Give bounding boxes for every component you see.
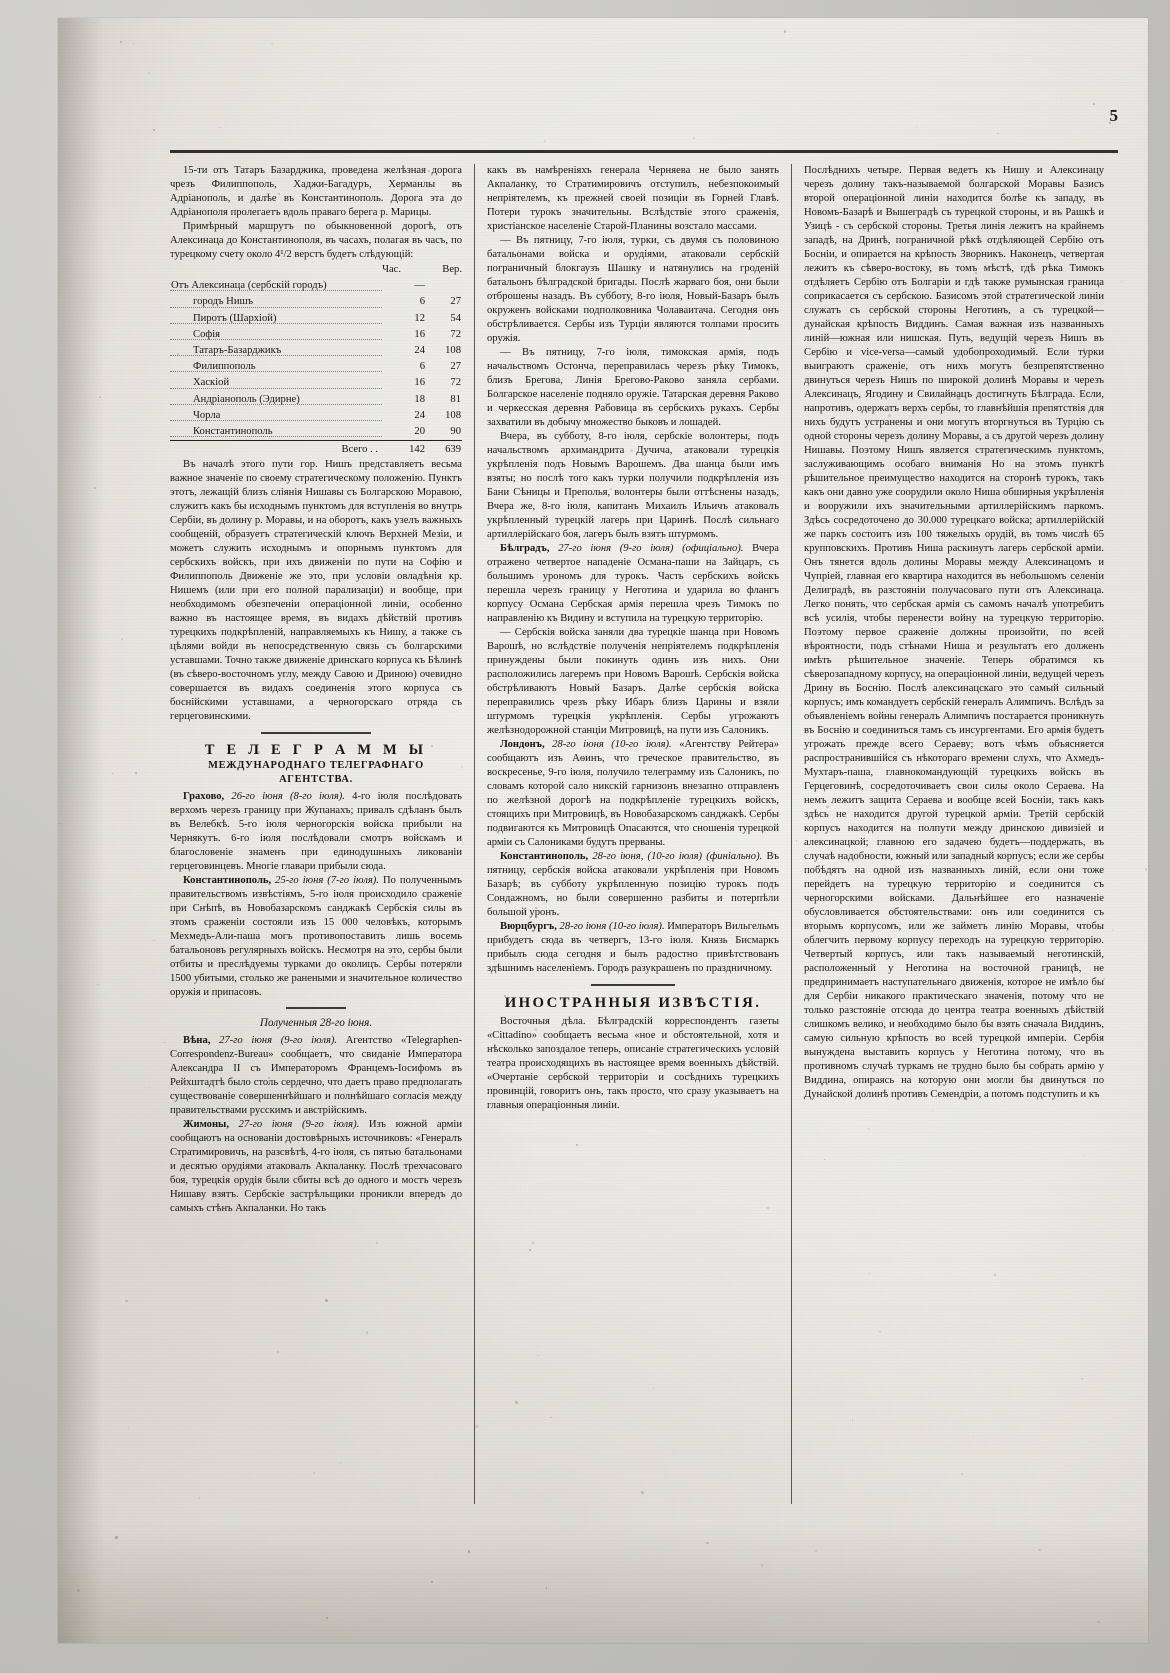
telegram-dateline-note: (финіально). [706,851,767,862]
paragraph: Восточныя дѣла. Бѣлградскій корреспондентъ газеты «Cittadino» сообщаетъ весьма «ное и обстоятельной, хотя и нѣсколько запоздалое теперь, описаніе стратегическихъ условій театра происходящихъ въ настоящее время военныхъ дѣйствій. «Очертаніе сербской территоріи и сосѣднихъ турецкихъ провинцій, говоритъ онъ, такъ просто, что сразу указываетъ на главныя операціонныя линіи. [487,1016,779,1111]
scan-speck [456,184,457,185]
scan-speck [767,1207,769,1209]
scan-speck [815,1550,817,1552]
telegram-body: «Агентству Рейтера» сообщаютъ изъ Аѳинъ, что греческое правительство, въ воскресенье, 9-го іюля, получило телеграмму изъ Салоникъ, по словамъ которой сало никскій гарнизонъ внезапно отправленъ по желѣзной дорогѣ на подкрѣпленіе турецкихъ войскъ, стоящихъ при Митровицѣ, въ Новобазарскомъ санджакѣ. Сербы подвигаются къ Митровицѣ Опасаются, что сношенія турецкой арміи съ Салониками будутъ прерваны. [487,739,780,848]
scan-speck [153,129,155,131]
route-place-name: Андріанополь (Эдирне) [193,393,300,405]
scan-speck [937,1014,938,1015]
route-hours-cell: 24 [414,345,425,357]
scan-speck [120,41,122,43]
scan-speck [491,627,492,628]
route-place-name: Софія [193,328,221,340]
scan-speck [761,1564,763,1566]
route-versts-cell: 72 [450,377,461,389]
scan-speck [879,1331,880,1332]
telegram-body: Вчера отражено четвертое нападеніе Османа-паши на Зайцаръ, съ большимъ урономъ для турокъ. Часть сербскихъ войскъ перешла черезъ границу у Неготина и ударила во флангъ корпусу Османа Сербская армія перешла чрезъ Тимокъ по направленію къ Видину и вступила на турецкую территорію. [487,543,779,624]
route-distance-table [170,263,462,458]
scan-speck [266,646,267,647]
telegram-dateline-place: Вюрцбургъ, [500,921,560,932]
table-row [170,424,462,441]
scan-speck [257,751,260,754]
route-place-name: Хаскіой [193,377,230,389]
scan-speck [199,1497,201,1499]
telegram-body: Агентство «Telegraphen-Correspondenz-Bureau» сообщаетъ, что свиданіе Императора Александра II съ Императоромъ Францемъ-Іосифомъ въ Рейхштадтѣ было столь сердечно, что даетъ право предполагать существованіе совершеннѣйшаго и полнѣйшаго согласія между правительствами русскимъ и австрійскимъ. [170,1035,463,1117]
telegram-dateline-place: Лондонъ, [500,739,553,750]
scan-speck [641,1491,643,1493]
scan-speck [996,440,998,442]
scan-speck [458,487,459,488]
telegram-dateline-place: Константинополь, [500,851,593,862]
table-row [170,359,462,375]
scan-speck [128,1428,129,1429]
route-place-cell [170,408,382,424]
route-place-cell [170,359,382,375]
scan-speck [888,414,891,417]
scan-speck [826,806,828,808]
scan-speck [94,23,95,24]
scan-speck [515,1401,517,1403]
scan-speck [97,984,99,986]
route-versts-cell: 108 [445,345,461,357]
route-place-name: Чорла [193,409,221,421]
scan-speck [277,1351,279,1353]
telegram-item [487,850,779,920]
telegram-body: Императоръ Вильгельмъ прибудетъ сюда въ четвергъ, 13-го іюля. Князь Бисмаркъ прибылъ сюда сегодня и былъ радостно привѣтствованъ здѣшнимъ населеніемъ. Городъ разукрашенъ по праздничному. [487,921,779,974]
column-header-hours: Час. [382,264,401,275]
scan-speck [630,449,633,452]
scan-speck [858,320,859,321]
table-row [170,278,462,294]
scan-speck [495,390,498,393]
route-hours-cell: 16 [414,328,425,340]
route-hours-cell: 6 [419,361,425,373]
scan-speck [1081,1378,1083,1380]
telegram-item [170,874,462,1000]
telegram-dateline-place: Граxово, [183,791,232,803]
route-place-name: Татаръ-Базарджикъ [193,345,282,357]
scan-speck [59,823,60,824]
total-versts: 639 [426,441,462,459]
column-right [804,164,1104,1554]
table-body [170,278,462,458]
route-place-cell [170,327,382,343]
scan-speck [115,1536,117,1538]
route-place-cell [170,392,382,408]
telegram-dateline-date: 26-го іюня (8-го іюля). [231,791,353,803]
scan-speck [1083,1155,1084,1156]
header-spacer [170,263,382,278]
received-heading: Полученныя 28-го іюня. [259,1017,373,1030]
route-hours-cell: 6 [419,296,425,308]
route-place-name: Константинополь [193,426,273,438]
scan-speck [894,751,896,753]
scan-speck [219,127,220,128]
route-versts-cell: 90 [450,426,461,438]
telegram-dateline-place: Бѣлградъ, [500,543,559,554]
scan-speck [431,1581,433,1583]
telegram-item [487,738,779,850]
scan-speck [125,1300,128,1303]
route-hours-cell: — [414,280,425,292]
table-row [170,294,462,310]
table-row [170,408,462,424]
scan-speck [285,475,288,478]
telegram-body: Въ пятницу, сербскія войска атаковали укрѣпленія при Новомъ Базарѣ; въ субботу укрѣпленную позицію турокъ подъ Сондажномъ, но были совершенно разбиты и потерпѣли большой уронъ. [487,851,779,918]
scan-speck [504,995,506,997]
telegram-dateline-place: Жимоны, [183,1119,239,1131]
route-place-name: Филиппополь [193,361,256,373]
scan-speck [858,895,861,898]
scan-speck [133,43,134,44]
column-left [170,164,462,1554]
scan-speck [507,265,509,267]
scan-speck [392,956,395,959]
column-header-versts: Вер. [442,264,462,275]
scan-speck [302,1191,303,1192]
telegram-item [170,790,462,874]
scan-speck [450,961,452,963]
table-header-row [170,263,462,278]
header-rule [170,150,1118,153]
scan-speck [77,1589,79,1591]
scan-speck [461,766,463,768]
scan-speck [969,758,970,759]
column-rule [791,164,792,1504]
scan-speck [428,170,430,172]
route-hours-cell: 24 [414,409,425,421]
paragraph: — Въ пятницу, 7-го іюля, турки, съ двумя съ половиною батальонами войска и орудіями, атаковали сербскій пограничный блокгаузъ Шашку и натянулись на гроденій батальонъ бѣлградской бригады. Послѣ жарваго боя, они были отброшены назадъ. Въ субботу, 8-го іюля, Новый-Базаръ былъ окруженъ войсками подполковника Чолаваитача. Сегодня онъ обстрѣливается. Сербы изъ Турціи являются толпами просить оружія. [487,235,779,344]
section-divider-rule [591,984,675,986]
route-hours-cell: 12 [414,312,425,324]
scan-speck [1103,978,1104,979]
scan-speck [112,773,113,774]
telegram-list-received [170,1034,462,1216]
route-hours-cell: 20 [414,426,425,438]
scan-speck [537,1355,538,1356]
scan-speck [713,316,715,318]
scan-speck [78,842,79,843]
scan-speck [1093,103,1095,105]
scan-speck [867,1128,870,1131]
telegram-item [487,920,779,976]
scan-speck [229,477,231,479]
paper-sheet [58,18,1148,1643]
scan-speck [148,72,150,74]
scan-speck [271,43,272,44]
scan-speck [784,30,787,33]
telegram-dateline-date: 27-го іюня (9-го іюля). [238,1119,369,1131]
scan-speck [494,227,495,228]
scan-speck [326,1617,328,1619]
scan-speck [916,126,917,127]
route-versts-cell: 27 [450,361,461,373]
scan-speck [944,919,947,922]
foreign-news-heading: ИНОСТРАННЫЯ ИЗВѢСТІЯ. [504,995,762,1011]
telegram-item [487,626,779,738]
section-divider-rule [261,732,371,734]
left-gutter-shadow [58,18,104,1643]
telegram-body: Изъ южной арміи сообщаютъ на основаніи достовѣрныхъ источниковъ: «Генералъ Стратимировичъ, на разсвѣтѣ, 4-го іюля, съ пятью батальонами и десятью орудіями атаковалъ Акпаланку. Послѣ трехчасоваго боя, турецкія орудія были сбиты всѣ до одного и мостъ черезъ Нишаву взятъ. Сербскіе застрѣльщики проникли впередъ до самыхъ стѣнъ Акпаланки. Но такъ [170,1119,462,1215]
scan-speck [121,638,123,640]
table-row [170,375,462,391]
scan-speck [643,994,644,995]
route-hours-cell: 16 [414,377,425,389]
scan-speck [1061,98,1062,99]
paragraph: Вчера, въ субботу, 8-го іюля, сербскіе волонтеры, подъ начальствомъ архимандрита Дучича, атаковали турецкія укрѣпленія подъ Новымъ Варошемъ. Два шанца были имъ взяты; но послѣ того какъ турки получили подкрѣпленія изъ Бани Сѣницы и Преполья, волонтеры были оттѣснены назадъ, Вчера же, 8-го іюля, капитанъ Михаилъ Ильичъ атаковалъ укрѣпленный турецкій лагерь при Царинѣ. Послѣ сильнаго артиллерійскаго боя, лагеръ былъ взятъ штурмомъ. [487,431,779,540]
total-label: Всего . . [170,441,382,459]
scan-speck [1071,841,1073,843]
scan-speck [224,1173,225,1174]
column-middle [487,164,779,1554]
telegram-dateline-date: 25-го іюня (7-го іюля). [275,875,383,887]
scan-speck [998,988,999,989]
route-place-name: городъ Нишъ [193,296,254,308]
telegram-dateline-date: 28-го іюня (10-го іюля). [552,739,680,750]
scan-speck [546,1587,548,1589]
telegram-item [170,1118,462,1216]
scan-speck [1097,1621,1100,1624]
paragraph: — Въ пятницу, 7-го іюля, тимокская армія, подъ начальствомъ Остонча, переправилась черезъ рѣку Тимокъ, близъ Брегова, Линія Брегово-Раково заняла сербами. Болгарское населеніе подняло оружіе. Татарская деревня Раково и черкесская деревня Рабовица въ сербскихъ рукахъ. Сербы захватили въ добычу множество быковъ и лошадей. [487,347,779,428]
paragraph: 15-ти отъ Татаръ Базарджика, проведена желѣзная дорога чрезъ Филиппополь, Хаджи-Багадуръ, Херманлы въ Адріанополь, и далѣе въ Константинополь. Дорога эта до Адріанополя пролегаетъ вдоль праваго берега р. Марицы. [170,165,462,218]
table-row [170,327,462,343]
column-rule [474,164,475,1504]
scan-speck [205,1059,206,1060]
scan-speck [340,1462,341,1463]
scan-speck [135,772,137,774]
telegram-list [170,790,462,1000]
scan-speck [610,488,612,490]
scan-speck [1145,868,1147,870]
scan-speck [149,1087,150,1088]
telegram-body: — Сербскія войска заняли два турецкіе шанца при Новомъ Варошѣ, но вслѣдствіе полученія непріятелемъ подкрѣпленія принуждены были покинуть одинъ изъ нихъ. Они расположились лагеремъ при Новомъ Варошѣ. Сербскія войска обстрѣливаютъ Новый Базаръ. Далѣе сербскія войска переправились чрезъ рѣку Ибаръ близъ Царины и взяли штурмомъ турецкія укрѣпленія. Сербы угрожаютъ желѣзнодорожной станціи Митровицѣ, на пути изъ Салоникъ. [487,627,779,736]
scan-speck [693,137,695,139]
telegram-body: По полученнымъ правительствомъ извѣстіямъ, 5-го іюля происходило сраженіе при Снѣпѣ, въ Новобазарскомъ санджакѣ Сербскія силы въ этомъ сраженіи состояли изъ 15 000 человѣкъ, которымъ Мехмедъ-Али-паша могъ противопоставить лишь восемь батальоновъ регулярныхъ войскъ. Несмотря на это, сербы были отбиты и преслѣдуемы турками до околицъ. Сербы потеряли 1500 убитыми, столько же ранеными и значительное количество оружія и припасовъ. [170,875,462,999]
scan-speck [747,745,748,746]
route-place-name: Пиротъ (Шархіой) [193,312,277,324]
telegram-dateline-note: (офиціально). [682,543,753,554]
scan-speck [662,419,664,421]
table-row [170,343,462,359]
scan-speck [537,1346,538,1347]
telegram-item [487,542,779,626]
telegram-dateline-date: 28-го іюня (10-го іюля). [559,921,668,932]
printed-area [170,106,1118,1548]
telegram-item [170,1034,462,1118]
scan-speck [94,487,96,489]
telegram-list-middle [487,542,779,976]
paragraph: Въ началѣ этого пути гор. Нишъ представляетъ весьма важное значеніе по своему стратегическому положенію. Пунктъ этотъ, лежащій близъ сліянія Нишавы съ Болгарскою Моравою, служитъ какъ бы исходнымъ пунктомъ для вступленія во внутрь Сербіи, въ долину р. Моравы, и на оборотъ, какъ узелъ важныхъ сообщеній, образуетъ стратегическій ключъ Верхней Мезіи, и можетъ служить исходнымъ и опорнымъ пунктомъ для сербскихъ войскъ, при ихъ движеніи по пути на Софію и Филиппополь Движеніе же это, при условіи овладѣнія кр. Нишемъ (или при его полной парализаціи) и вообще, при необходимомъ обезпеченіи операціонной линіи, особенно важно въ настоящее время, въ видахъ дѣйствій противъ турецкихъ подкрѣпленій, направляемыхъ къ Нишу, а также съ цѣлями войди въ непосредственную связь съ болгарскими уставшами. Точно также движеніе дринскаго корпуса къ Бѣлинѣ (въ сѣверо-восточномъ углу, между Савою и Дриною) очевидно совершается въ видахъ соединенія этого корпуса съ боснійскими уставшами, а черногорскаго отряда съ герцеговинскими. [170,459,462,723]
table-row [170,311,462,327]
route-place-cell [170,278,382,294]
scan-speck [1030,488,1032,490]
telegram-dateline-place: Константинополь, [183,875,276,887]
three-column-layout [170,164,1118,1554]
route-place-cell [170,424,382,441]
scan-speck [410,202,411,203]
scan-speck [532,1242,534,1244]
telegram-dateline-date: 27-го іюня (9-го іюля) [558,543,683,554]
route-versts-cell: 54 [450,312,461,324]
telegrams-subheading: МЕЖДУНАРОДНАГО ТЕЛЕГРАФНАГО АГЕНТСТВА. [208,760,424,786]
scan-speck [1083,348,1085,350]
route-versts-cell [426,278,462,294]
scan-speck [431,745,432,746]
scan-speck [305,1362,306,1363]
route-place-cell [170,311,382,327]
route-versts-cell: 72 [450,328,461,340]
page-number: 5 [1109,106,1118,125]
scan-speck [1038,1549,1040,1551]
scan-speck [512,181,515,184]
paragraph: Послѣднихъ четыре. Первая ведетъ къ Нишу и Алексинацу черезъ долину такъ-называемой болгарской Моравы Базисъ второй операціонной линіи находится болѣе къ западу, въ Новомъ-Базарѣ и Вышеградѣ съ турецкой стороны, и въ Рашкѣ и Узицѣ - съ сербской стороны. Третья линія лежитъ на крайнемъ западѣ, на Дринѣ, пограничной рѣкѣ отдѣляющей Сербію отъ Босніи, и опирается на крѣпость Зворникъ. Наконецъ, четвертая лежитъ къ сѣверо-востоку, въ томъ мѣстѣ, гдѣ рѣка Тимокъ отдѣляетъ Сербію отъ Болгаріи и гдѣ также румынская граница соприкасается съ сербскою. Базисомъ этой стратегической линіи служатъ съ сербской стороны Неготинъ, а съ турецкой—дунайская крѣпость Виддинъ. Самая важная изъ названныхъ линій—южная или нишская. Путь, ведущій черезъ Нишъ въ Сербію и vice-versa—самый удобопроходимый. Если турки выиграютъ сраженіе, отъ нихъ могутъ безпрепятственно двинуться черезъ Нишъ по широкой долинѣ Моравы и черезъ Алексинацъ, Ягодину и Свилайнацъ достигнуть Бѣлграда. Если, напротивъ, одержатъ верхъ сербы, то главнѣйшія препятствія для нихъ будутъ устранены и они могутъ вторгнуться въ Турцію съ одной стороны черезъ долину Моравы, а съ другой черезъ долину Нишавы. Поэтому Нишъ является стратегическимъ пунктомъ, заслуживающимъ особаго вниманія Но на этомъ пунктѣ рѣшительное преимущество находится на сторонѣ турокъ, такъ какъ они давно уже соорудили около Ниша обширныя укрѣпленія и вооружили ихъ значительными артиллерійскимъ паркомъ. Здѣсь сосредоточено до 30.000 турецкаго войска; артиллерійскій же паркъ состоитъ изъ 100 тяжелыхъ орудій, въ томъ числѣ 65 крупповскихъ. Противъ Ниша раскинутъ лагерь сербской арміи. Онъ тянется вдоль долины Моравы между Алексинацомъ и Чупріей, главная его квартира находится въ небольшомъ селеніи Делиградѣ, въ разстояніи получасоваго пути отъ Алексинаца. Легко понять, что сербская армія съ самомъ началѣ употребитъ всѣ усилія, чтобы перенести войну на турецкую территорію. Поэтому первое сраженіе должны произойти, по всей вѣроятности, подъ стѣнами Ниша и результатъ его долженъ имѣть рѣшительное значеніе. Теперь обратимся къ сѣверозападному корпусу, на операціонной линіи, ведущей черезъ Дрину въ Боснію. Послѣ алексинацскаго это самый сильный корпусъ; имъ командуетъ сербскій генералъ Алимпичъ. Вслѣдъ за объявленіемъ войны генералъ Алимпичъ постарается проникнуть въ Боснію и соединиться тамъ съ инсургентами. Его армія будетъ угрожать прежде всего Сераеву; вотъ чѣмъ объясняется распространившійся съ нѣкотораго времени слухъ, что Ахмедъ-Мухтаръ-паша, главнокомандующій турецкихъ войскъ въ Герцеговинѣ, сосредоточиваетъ свои силы около Сераева. На немъ лежитъ защита Сераева и вообще всей Босніи, такъ какъ здѣсь не находится другой турецкой арміи. Третій сербскій корпусъ находится на полпути между дринскою дивизіей и алексинацкой; главною его задачею будетъ—поддержать, въ случаѣ надобности, южный или западный корпусъ; если же сербы побѣдятъ на одной изъ названныхъ линій, если они тоже перейдетъ на турецкую территорію и соединится съ черногорскими войсками. Дальнѣйшее его назначеніе обусловливается обстоятельствами: онъ или соединится съ вторымъ корпусомъ, или же займетъ линію Моравы, чтобы облегчить первому корпусу переходъ на турецкую территорію. Четвертый корпусъ, или такъ называемый неготинскій, расположенный у Неготина на восточной границѣ, не предпринимаетъ наступательнаго движенія, которое не имѣло бы для Сербіи никакого практическаго значенія, потому что не только разстояніе отсюда до центра театра военныхъ дѣйствій слишкомъ велико, и необходимо было бы взять сначала Виддинъ, самую сильную крѣпость во всей турецкой имперіи. Сербія вынуждена выставить корпусъ у Неготина потому, что въ противномъ случаѣ туркамъ не трудно было бы собрать армію у Виддина, опираясь на которую они могли бы двинуться по Дунайской долинѣ противъ Семендріи, а потомъ подступить и къ [804,165,1104,1100]
route-versts-cell: 27 [450,296,461,308]
telegram-dateline-date: 27-го іюня (9-го іюля). [219,1035,346,1047]
scan-speck [436,1474,437,1475]
telegram-dateline-place: Вѣна, [183,1035,220,1047]
scan-speck [430,606,432,608]
scan-speck [207,698,210,701]
scan-speck [869,1273,870,1274]
scan-speck [973,1436,974,1437]
scan-speck [796,209,797,210]
route-hours-cell: 18 [414,393,425,405]
route-versts-cell: 81 [450,393,461,405]
scan-speck [1121,281,1122,282]
scan-speck [153,940,155,942]
scan-speck [475,1425,477,1427]
scan-speck [164,1042,165,1043]
scan-speck [570,561,571,562]
total-hours: 142 [382,441,426,459]
route-place-cell [170,343,382,359]
table-row [170,392,462,408]
route-place-cell [170,294,382,310]
route-place-name: Отъ Алексинаца (сербскій городъ) [171,280,327,292]
paragraph: Примѣрный маршрутъ по обыкновенной дорогѣ, отъ Алексинаца до Константинополя, въ часахъ, полагая въ часъ, по турецкому счету около 4¹/2 верстъ будетъ слѣдующій: [170,221,462,260]
table-total-row [170,441,462,459]
scan-speck [1109,122,1111,124]
scan-speck [535,907,537,909]
scan-speck [99,396,101,398]
scan-speck [994,1274,995,1275]
telegram-dateline-date: 28-го іюня, (10-го іюля) [592,851,707,862]
scan-speck [537,779,539,781]
route-versts-cell: 108 [445,409,461,421]
route-place-cell [170,375,382,391]
section-divider-rule [286,1007,346,1009]
paragraph: какъ въ намѣреніяхъ генерала Черняева не было занять Акпаланку, то Стратимировичъ отступилъ, небезпокоимый непріятелемъ, къ прежней своей позиціи въ Горней Главѣ. Потери турокъ значительны. Вслѣдствіе этого сраженія, христіанское населеніе Старой-Планины возстало массами. [487,165,779,232]
telegram-body: 4-го іюля послѣдовать верхомъ черезъ границу при Жупанахъ; привалъ сдѣланъ былъ въ Велебкѣ. 5-го іюля черногорскія войска прибыли на Чернякутъ. 6-го іюля послѣдовали смотръ войскамъ и благословеніе знаменъ при единодушныхъ ликованіи герцеговинцевъ. Многіе главари прибыли сюда. [170,791,462,873]
telegrams-heading: Т Е Л Е Г Р А М М Ы [204,742,428,759]
table-head [170,263,462,278]
